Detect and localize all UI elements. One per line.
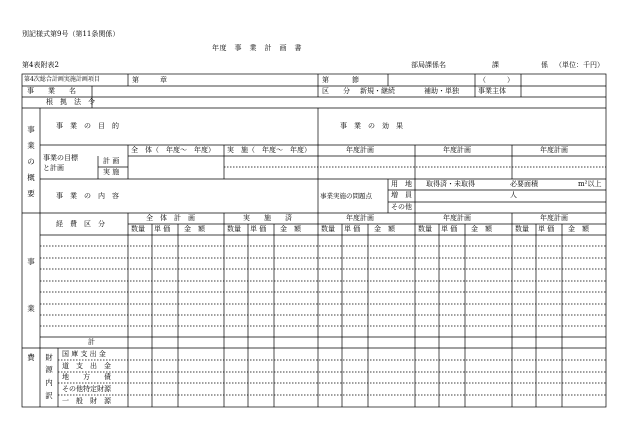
plan-item-label: 第4次総合計画実施計画項目 — [24, 76, 100, 83]
setsu-label: 節 — [352, 76, 359, 84]
document-title: 年度 事 業 計 画 書 — [212, 44, 302, 52]
sonota-label: その他 — [391, 203, 412, 211]
col-tanka-3: 単 価 — [344, 225, 361, 233]
keikaku-label: 計 画 — [103, 157, 120, 165]
gaiyo-side-1: 事 — [27, 125, 35, 134]
gaiyo-side-3: の — [27, 157, 35, 166]
form-reference: 別記様式第9号（第11条関係） — [22, 30, 120, 38]
shutai-label: 事業主体 — [478, 87, 506, 95]
gaiyo-side-2: 業 — [27, 141, 35, 150]
col-kingaku-4: 金 額 — [471, 225, 492, 233]
new-continue-label: 新規・継続 — [360, 87, 395, 95]
gaiyo-nendo-1: 年度計画 — [346, 146, 374, 154]
col-kingaku-1: 金 額 — [184, 225, 205, 233]
zentai-period-label: 全 体（ 年度〜 年度） — [131, 146, 215, 154]
hi-side-1: 事 — [27, 257, 35, 266]
zaigen-kokko: 国 庫 支 出 金 — [62, 350, 106, 358]
hi-side-2: 業 — [27, 304, 35, 313]
zaigen-side-2: 源 — [45, 365, 53, 374]
hi-nendo-3: 年度計画 — [540, 214, 568, 222]
ka-label: 課 — [492, 61, 499, 69]
col-tanka-1: 単 価 — [154, 225, 171, 233]
mokuhyo-label-2: と計画 — [43, 164, 64, 172]
sho-label: 章 — [160, 76, 167, 84]
zaigen-ippan: 一 般 財 源 — [62, 397, 111, 405]
department-label: 部局課係名 — [411, 61, 446, 69]
m2-label: m²以上 — [578, 180, 602, 188]
koka-label: 事 業 の 効 果 — [340, 122, 403, 130]
zoin-label: 増 員 — [391, 191, 412, 199]
mokuteki-label: 事 業 の 目 的 — [56, 122, 119, 130]
col-tanka-4: 単 価 — [441, 225, 458, 233]
col-suryo-3: 数量 — [321, 225, 335, 233]
unit-label: （単位：千円） — [555, 61, 604, 69]
mondai-label: 事業実施の問題点 — [320, 192, 372, 200]
paren-label: （ ） — [479, 76, 514, 84]
hi-side-3: 費 — [27, 353, 35, 362]
col-suryo-1: 数量 — [131, 225, 145, 233]
hi-jisshizumi-label: 実 施 済 — [243, 214, 292, 222]
table-reference: 第4表附表2 — [22, 61, 59, 69]
gaiyo-side-4: 概 — [27, 173, 35, 182]
zaigen-side-3: 内 — [45, 378, 53, 387]
kubun-label: 区 分 — [322, 87, 350, 95]
hojo-label: 補助・単独 — [424, 87, 459, 95]
col-kingaku-2: 金 額 — [280, 225, 301, 233]
konkyo-label: 根 拠 法 令 — [46, 98, 95, 106]
col-suryo-4: 数量 — [418, 225, 432, 233]
zaigen-sonota: その他特定財源 — [62, 385, 111, 393]
setsu-dai-label: 第 — [322, 76, 329, 84]
nin-label: 人 — [510, 191, 517, 199]
col-tanka-5: 単 価 — [538, 225, 555, 233]
kakari-label: 係 — [541, 61, 548, 69]
dai-label: 第 — [132, 76, 139, 84]
zaigen-side-1: 財 — [45, 353, 53, 362]
shutoku-label: 取得済・未取得 — [426, 180, 475, 188]
col-suryo-5: 数量 — [515, 225, 529, 233]
jigyo-mei-label: 事 業 名 — [27, 87, 76, 95]
col-suryo-2: 数量 — [227, 225, 241, 233]
zaigen-do: 道 支 出 金 — [62, 362, 111, 370]
gaiyo-nendo-2: 年度計画 — [443, 146, 471, 154]
yochi-label: 用 地 — [391, 180, 412, 188]
zaigen-side-4: 訳 — [45, 391, 53, 400]
keihi-kubun-label: 経 費 区 分 — [56, 220, 105, 228]
kei-label: 計 — [88, 338, 95, 346]
jisseki-label: 実 施 — [103, 168, 120, 176]
hi-nendo-1: 年度計画 — [346, 214, 374, 222]
col-kingaku-5: 金 額 — [568, 225, 589, 233]
naiyo-label: 事 業 の 内 容 — [56, 192, 119, 200]
zaigen-chihosai: 地 方 債 — [62, 373, 111, 381]
col-kingaku-3: 金 額 — [374, 225, 395, 233]
col-tanka-2: 単 価 — [250, 225, 267, 233]
hi-nendo-2: 年度計画 — [443, 214, 471, 222]
hitsuyo-label: 必要面積 — [510, 180, 538, 188]
hi-zentai-label: 全 体 計 画 — [146, 214, 195, 222]
gaiyo-side-5: 要 — [27, 189, 35, 198]
gaiyo-nendo-3: 年度計画 — [540, 146, 568, 154]
jisshi-period-label: 実 施（ 年度〜 年度） — [227, 146, 311, 154]
mokuhyo-label-1: 事業の目標 — [43, 154, 78, 162]
